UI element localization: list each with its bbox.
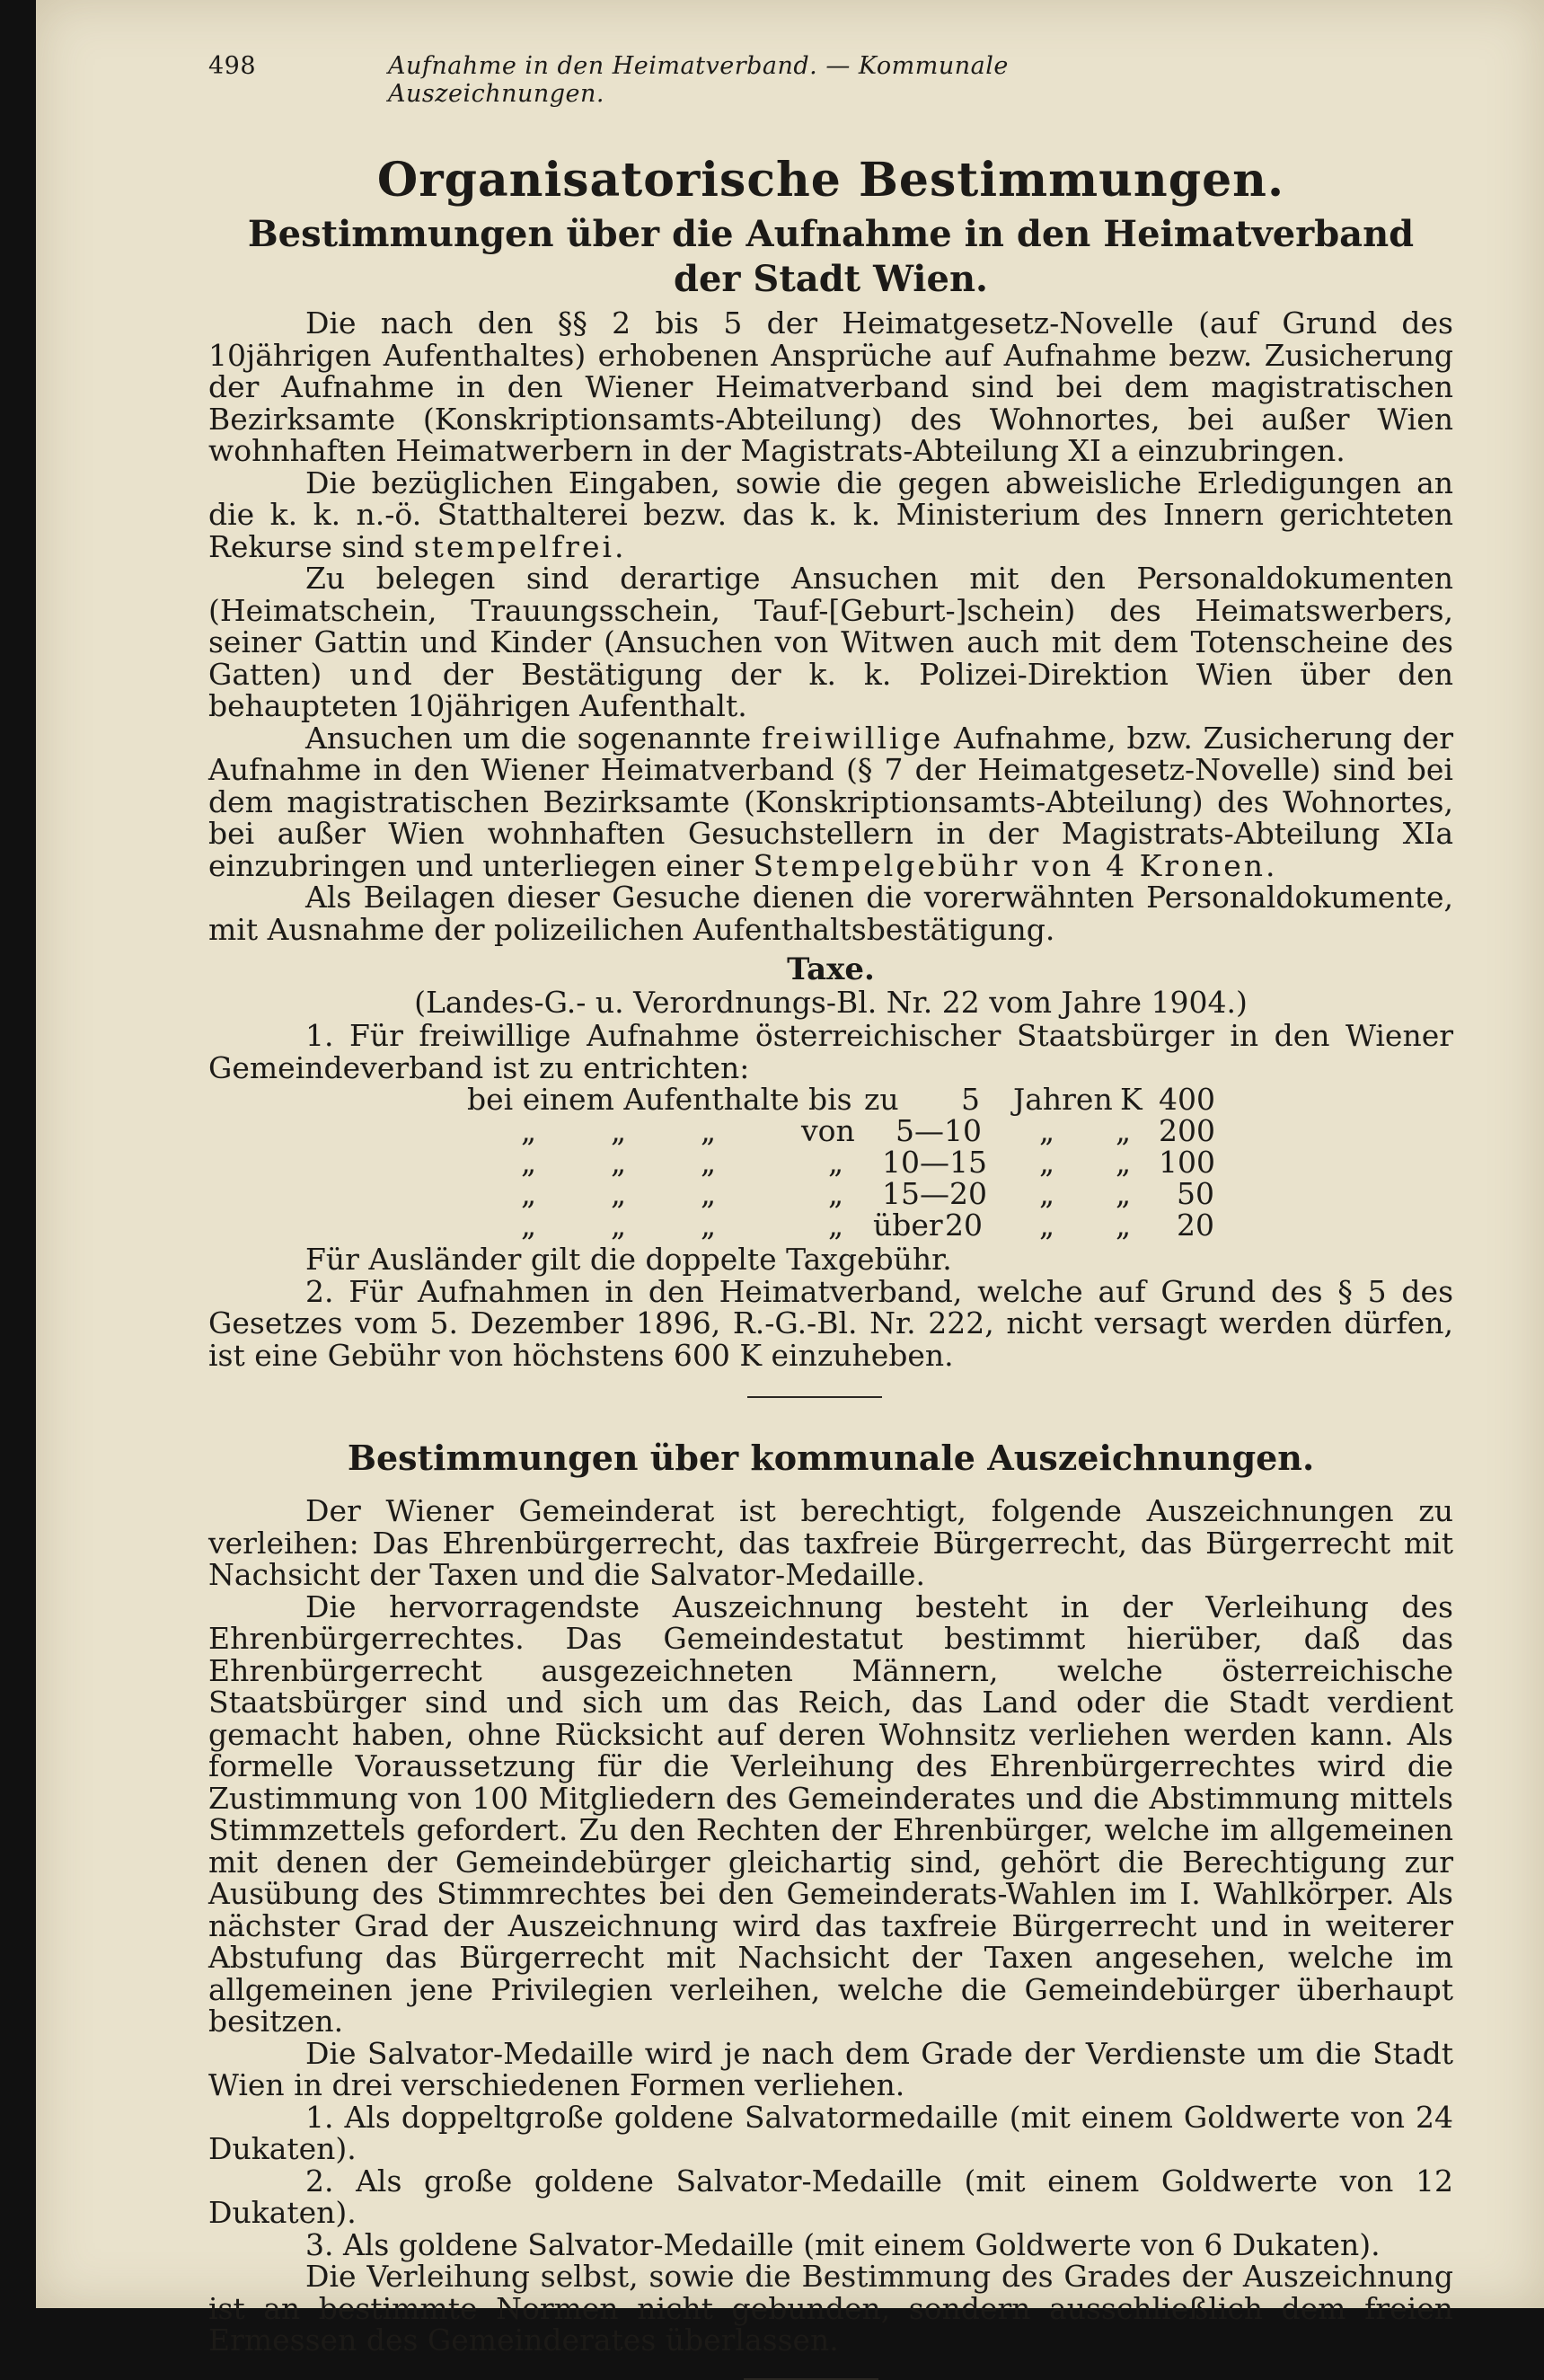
section-divider [747,1396,882,1398]
section-subtitle: Bestimmungen über die Aufnahme in den Heimatverband der Stadt Wien. [247,213,1415,300]
spaced-emphasis: stempelfrei. [413,528,627,564]
paragraph: Zu belegen sind derartige Ansuchen mit den Personaldokumenten (Heimatschein, Trauungsschein, Tauf-[Geburt-]schein) des Heimatswerbers, seiner Gattin und Kinder (Ansuchen von Witwen auch mit dem Totenscheine des Gatten) und der Bestätigung der k. k. Polizei-Direktion Wien über den behaupteten 10jährigen Aufenthalt. [208,561,1453,723]
running-title: Aufnahme in den Heimatverband. — Kommunale Auszeichnungen. [388,52,1009,108]
spaced-emphasis: Stempelgebühr von 4 Kronen. [753,847,1278,883]
paragraph: Der Wiener Gemeinderat ist berechtigt, folgende Auszeichnungen zu verleihen: Das Ehrenbürgerrecht, das taxfreie Bürgerrecht, das Bürgerrecht mit Nachsicht der Taxen und die Salvator-Medaille. [208,1493,1453,1592]
section-title: Organisatorische Bestimmungen. [376,153,1285,208]
paragraph: Die nach den §§ 2 bis 5 der Heimatgesetz-Novelle (auf Grund des 10jährigen Aufenthaltes) erhobenen Ansprüche auf Aufnahme bezw. Zusicherung der Aufnahme in den Wiener Heimatverband sind bei dem magistratischen Bezirksamte (Konskriptionsamts-Abteilung) des Wohnortes, bei außer Wien wohnhaften Heimatwerbern in der Magistrats-Abteilung XI a einzubringen. [208,305,1453,468]
list-item: 2. Als große goldene Salvator-Medaille (mit einem Goldwerte von 12 Dukaten). [208,2163,1453,2230]
paragraph: 2. Für Aufnahmen in den Heimatverband, welche auf Grund des § 5 des Gesetzes vom 5. Dezember 1896, R.-G.-Bl. Nr. 222, nicht versagt werden dürfen, ist eine Gebühr von höchstens 600 K einzuheben. [208,1273,1453,1373]
spaced-emphasis: freiwillige [762,720,944,756]
paragraph: Die Verleihung selbst, sowie die Bestimmung des Grades der Auszeichnung ist an bestimmte Normen nicht gebunden, sondern ausschließlich dem freien Ermessen des Gemeinderates überlassen. [208,2259,1453,2358]
page-body [208,153,1453,2380]
page-number: 498 [208,52,257,80]
paragraph: Die bezüglichen Eingaben, sowie die gegen abweisliche Erledigungen an die k. k. n.-ö. Statthalterei bezw. das k. k. Ministerium des Innern gerichteten Rekurse sind stempelfrei. [208,464,1453,564]
table-row: „ „ „ „ 10—15 „ „ 100 [521,1145,1215,1180]
section-title: Bestimmungen über kommunale Auszeichnungen. [347,1438,1315,1478]
paragraph: Für Ausländer gilt die doppelte Taxgebühr. [305,1242,952,1277]
medal-list [208,2101,1453,2261]
end-divider [744,2378,878,2380]
table-row: bei einem Aufenthalte bis zu 5 Jahren K 400 [467,1082,1215,1117]
taxe-source: (Landes-G.- u. Verordnungs-Bl. Nr. 22 vom Jahre 1904.) [414,984,1248,1020]
spaced-emphasis: und [349,656,415,692]
paragraph: 1. Für freiwillige Aufnahme österreichischer Staatsbürger in den Wiener Gemeindeverband ist zu entrichten: [208,1018,1453,1085]
paragraph: Die hervorragendste Auszeichnung besteht in der Verleihung des Ehrenbürgerrechtes. Das Gemeindestatut bestimmt hierüber, daß das Ehrenbürgerrecht ausgezeichneten Männern, welche österreichische Staatsbürger sind und sich um das Reich, das Land oder die Stadt verdient gemacht haben, ohne Rücksicht auf deren Wohnsitz verliehen werden kann. Als formelle Voraussetzung für die Verleihung des Ehrenbürgerrechtes wird die Zustimmung von 100 Mitgliedern des Gemeinderates und die Abstimmung mittels Stimmzettels gefordert. Zu den Rechten der Ehrenbürger, welche im allgemeinen mit denen der Gemeindebürger gleichartig sind, gehört die Berechtigung zur Ausübung des Stimmrechtes bei den Gemeinderats-Wahlen im I. Wahlkörper. Als nächster Grad der Auszeichnung wird das taxfreie Bürgerrecht und in weiterer Abstufung das Bürgerrecht mit Nachsicht der Taxen angesehen, welche im allgemeinen jene Privilegien verleihen, welche die Gemeindebürger überhaupt besitzen. [208,1588,1453,2039]
table-row: „ „ „ von 5—10 „ „ 200 [521,1113,1215,1148]
paragraph: Als Beilagen dieser Gesuche dienen die vorerwähnten Personaldokumente, mit Ausnahme der polizeilichen Aufenthaltsbestätigung. [208,880,1453,947]
table-row: „ „ „ „ über 20 „ „ 20 [521,1208,1214,1243]
book-page [36,0,1544,2358]
paragraph: Ansuchen um die sogenannte freiwillige Aufnahme, bzw. Zusicherung der Aufnahme in den Wiener Heimatverband (§ 7 der Heimatgesetz-Novelle) sind bei dem magistratischen Bezirksamte (Konskriptionsamts-Abteilung) des Wohnortes, bei außer Wien wohnhaften Gesuchstellern in der Magistrats-Abteilung XIa einzubringen und unterliegen einer Stempelgebühr von 4 Kronen. [208,720,1453,883]
list-item: 1. Als doppeltgroße goldene Salvatormedaille (mit einem Goldwerte von 24 Dukaten). [208,2099,1453,2166]
fee-table [208,1084,1453,1243]
paragraph: Die Salvator-Medaille wird je nach dem Grade der Verdienste um die Stadt Wien in drei verschiedenen Formen verliehen. [208,2035,1453,2102]
table-row: „ „ „ „ 15—20 „ „ 50 [521,1176,1214,1211]
taxe-title: Taxe. [787,951,875,987]
list-item: 3. Als goldene Salvator-Medaille (mit einem Goldwerte von 6 Dukaten). [305,2226,1381,2262]
